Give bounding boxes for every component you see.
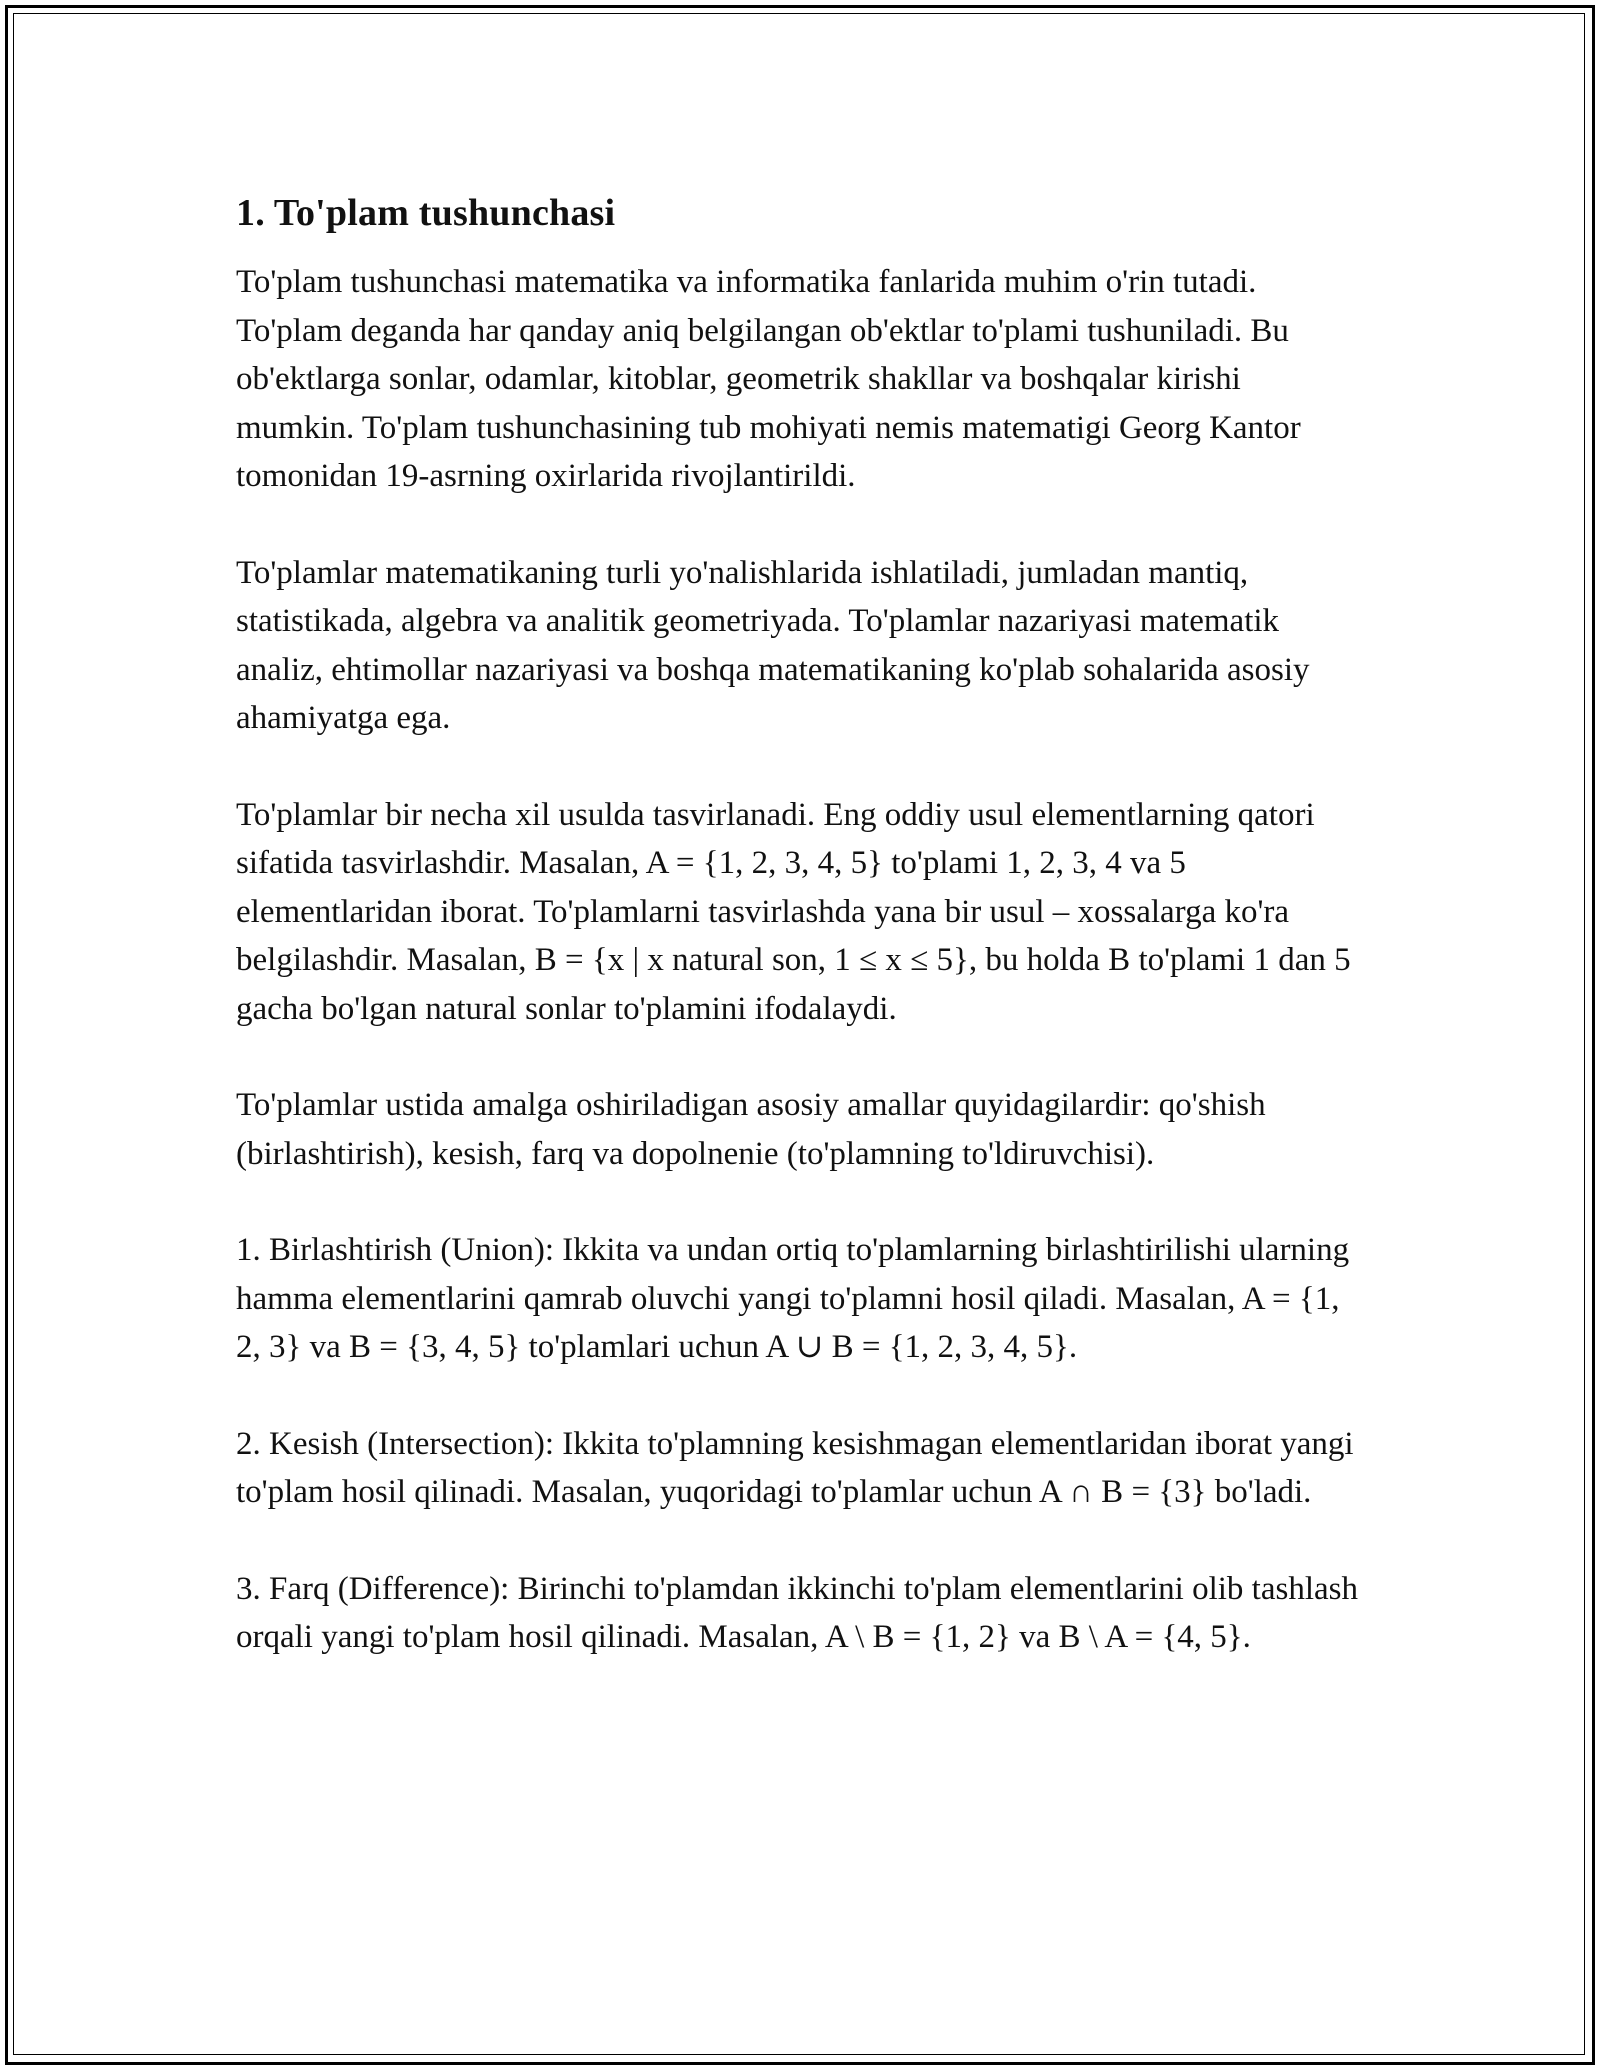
paragraph-representation: To'plamlar bir necha xil usulda tasvirlanadi. Eng oddiy usul elementlarning qatori sifatida tasvirlashdir. Masalan, A = {1, 2, 3, 4, 5} to'plami 1, 2, 3, 4 va 5 elementlaridan iborat. To'plamlarni tasvirlashda yana bir usul – xossalarga ko'ra belgilashdir. Masalan, B = {x | x natural son, 1 ≤ x ≤ 5}, bu holda B to'plami 1 dan 5 gacha bo'lgan natural sonlar to'plamini ifodalaydi. — [236, 796, 1351, 1027]
paragraph-usage: To'plamlar matematikaning turli yo'nalishlarida ishlatiladi, jumladan mantiq, statistikada, algebra va analitik geometriyada. To'plamlar nazariyasi matematik analiz, ehtimollar nazariyasi va boshqa matematikaning ko'plab sohalarida asosiy ahamiyatga ega. — [236, 554, 1310, 736]
paragraph-operations: To'plamlar ustida amalga oshiriladigan asosiy amallar quyidagilardir: qo'shish (birlashtirish), kesish, farq va dopolnenie (to'plamning to'ldiruvchisi). — [236, 1087, 1266, 1172]
document-body — [236, 188, 1366, 1710]
paragraph-intersection: 2. Kesish (Intersection): Ikkita to'plamning kesishmagan elementlaridan iborat yangi to'plam hosil qilinadi. Masalan, yuqoridagi to'plamlar uchun A ∩ B = {3} bo'ladi. — [236, 1425, 1354, 1510]
section-heading: 1. To'plam tushunchasi — [236, 192, 616, 234]
paragraph-intro: To'plam tushunchasi matematika va informatika fanlarida muhim o'rin tutadi. To'plam deganda har qanday aniq belgilangan ob'ektlar to'plami tushuniladi. Bu ob'ektlarga sonlar, odamlar, kitoblar, geometrik shakllar va boshqalar kirishi mumkin. To'plam tushunchasining tub mohiyati nemis matematigi Georg Kantor tomonidan 19-asrning oxirlarida rivojlantirildi. — [236, 264, 1301, 494]
paragraph-union: 1. Birlashtirish (Union): Ikkita va undan ortiq to'plamlarning birlashtirilishi ularning hamma elementlarini qamrab oluvchi yangi to'plamni hosil qiladi. Masalan, A = {1, 2, 3} va B = {3, 4, 5} to'plamlari uchun A ∪ B = {1, 2, 3, 4, 5}. — [236, 1232, 1350, 1365]
paragraph-difference: 3. Farq (Difference): Birinchi to'plamdan ikkinchi to'plam elementlarini olib tashlash orqali yangi to'plam hosil qilinadi. Masalan, A \ B = {1, 2} va B \ A = {4, 5}. — [236, 1570, 1358, 1655]
